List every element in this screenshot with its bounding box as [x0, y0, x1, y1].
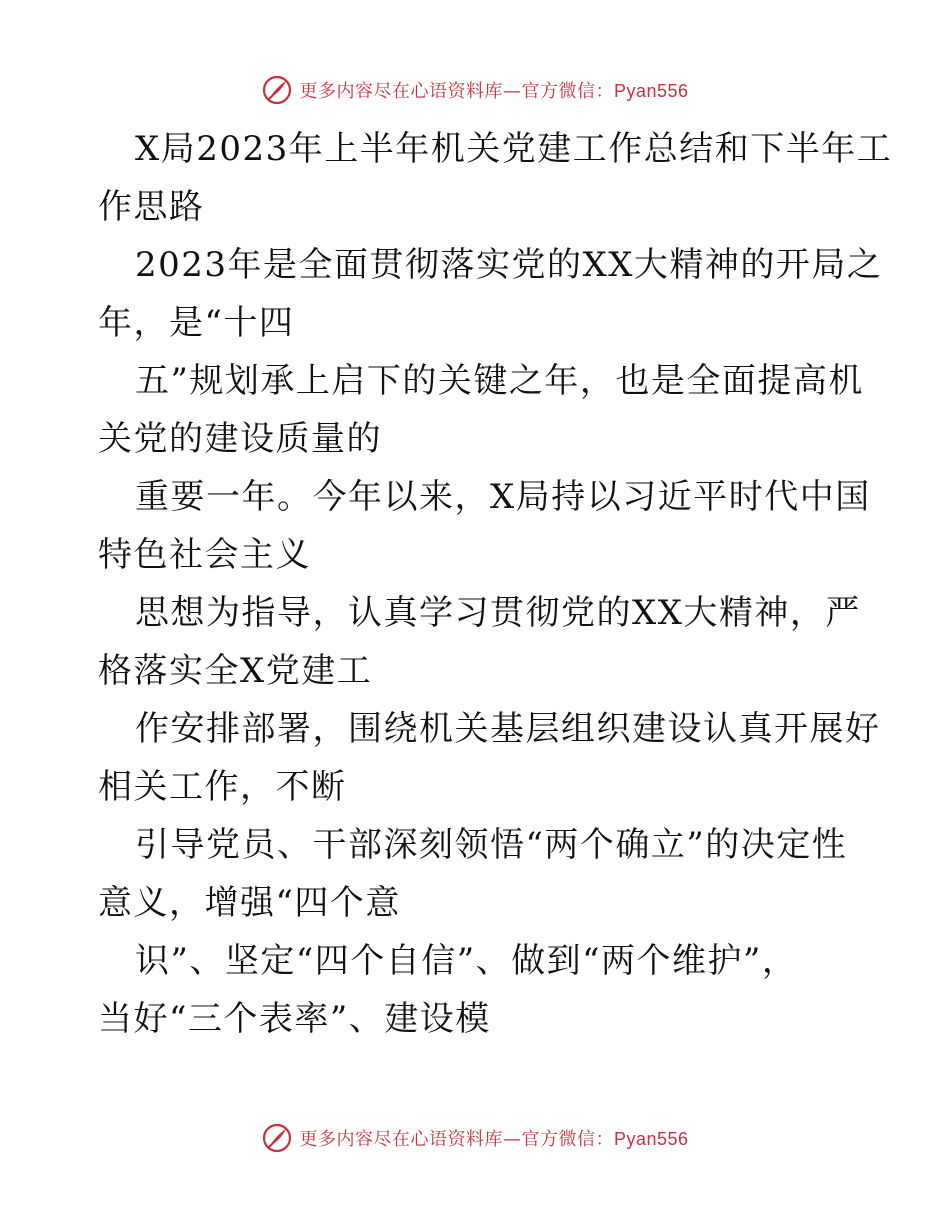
paragraph-line: 关党的建设质量的 — [98, 419, 382, 459]
footer-banner-text: 更多内容尽在心语资料库—官方微信：Pyan556 — [299, 1129, 689, 1150]
paragraph-line: 重要一年。今年以来，X局持以习近平时代中国 — [135, 477, 871, 517]
header-wechat-id: Pyan556 — [613, 81, 689, 101]
paragraph-line: 相关工作，不断 — [98, 767, 347, 807]
quill-logo-icon — [261, 1122, 293, 1154]
footer-banner — [0, 1118, 950, 1158]
paragraph-line: 引导党员、干部深刻领悟“两个确立”的决定性 — [135, 825, 848, 865]
title-line-1: X局2023年上半年机关党建工作总结和下半年工 — [135, 129, 893, 169]
paragraph-line: 特色社会主义 — [98, 535, 311, 575]
paragraph-line: 五”规划承上启下的关键之年，也是全面提高机 — [135, 361, 864, 401]
header-banner-text: 更多内容尽在心语资料库—官方微信：Pyan556 — [299, 81, 689, 102]
document-body — [98, 120, 893, 1048]
header-banner — [0, 70, 950, 110]
title-line-2: 作思路 — [98, 187, 205, 227]
paragraph-line: 思想为指导，认真学习贯彻党的XX大精神，严 — [135, 593, 861, 633]
paragraph-line: 2023年是全面贯彻落实党的XX大精神的开局之 — [135, 245, 883, 285]
paragraph-line: 当好“三个表率”、建设模 — [98, 999, 491, 1039]
footer-wechat-id: Pyan556 — [613, 1129, 689, 1149]
paragraph-line: 年，是“十四 — [98, 303, 295, 343]
paragraph-line: 意义，增强“四个意 — [98, 883, 401, 923]
paragraph-line: 作安排部署，围绕机关基层组织建设认真开展好 — [135, 709, 881, 749]
paragraph-line: 识”、坚定“四个自信”、做到“两个维护”， — [135, 941, 798, 981]
paragraph-line: 格落实全X党建工 — [98, 651, 373, 691]
quill-logo-icon — [261, 74, 293, 106]
